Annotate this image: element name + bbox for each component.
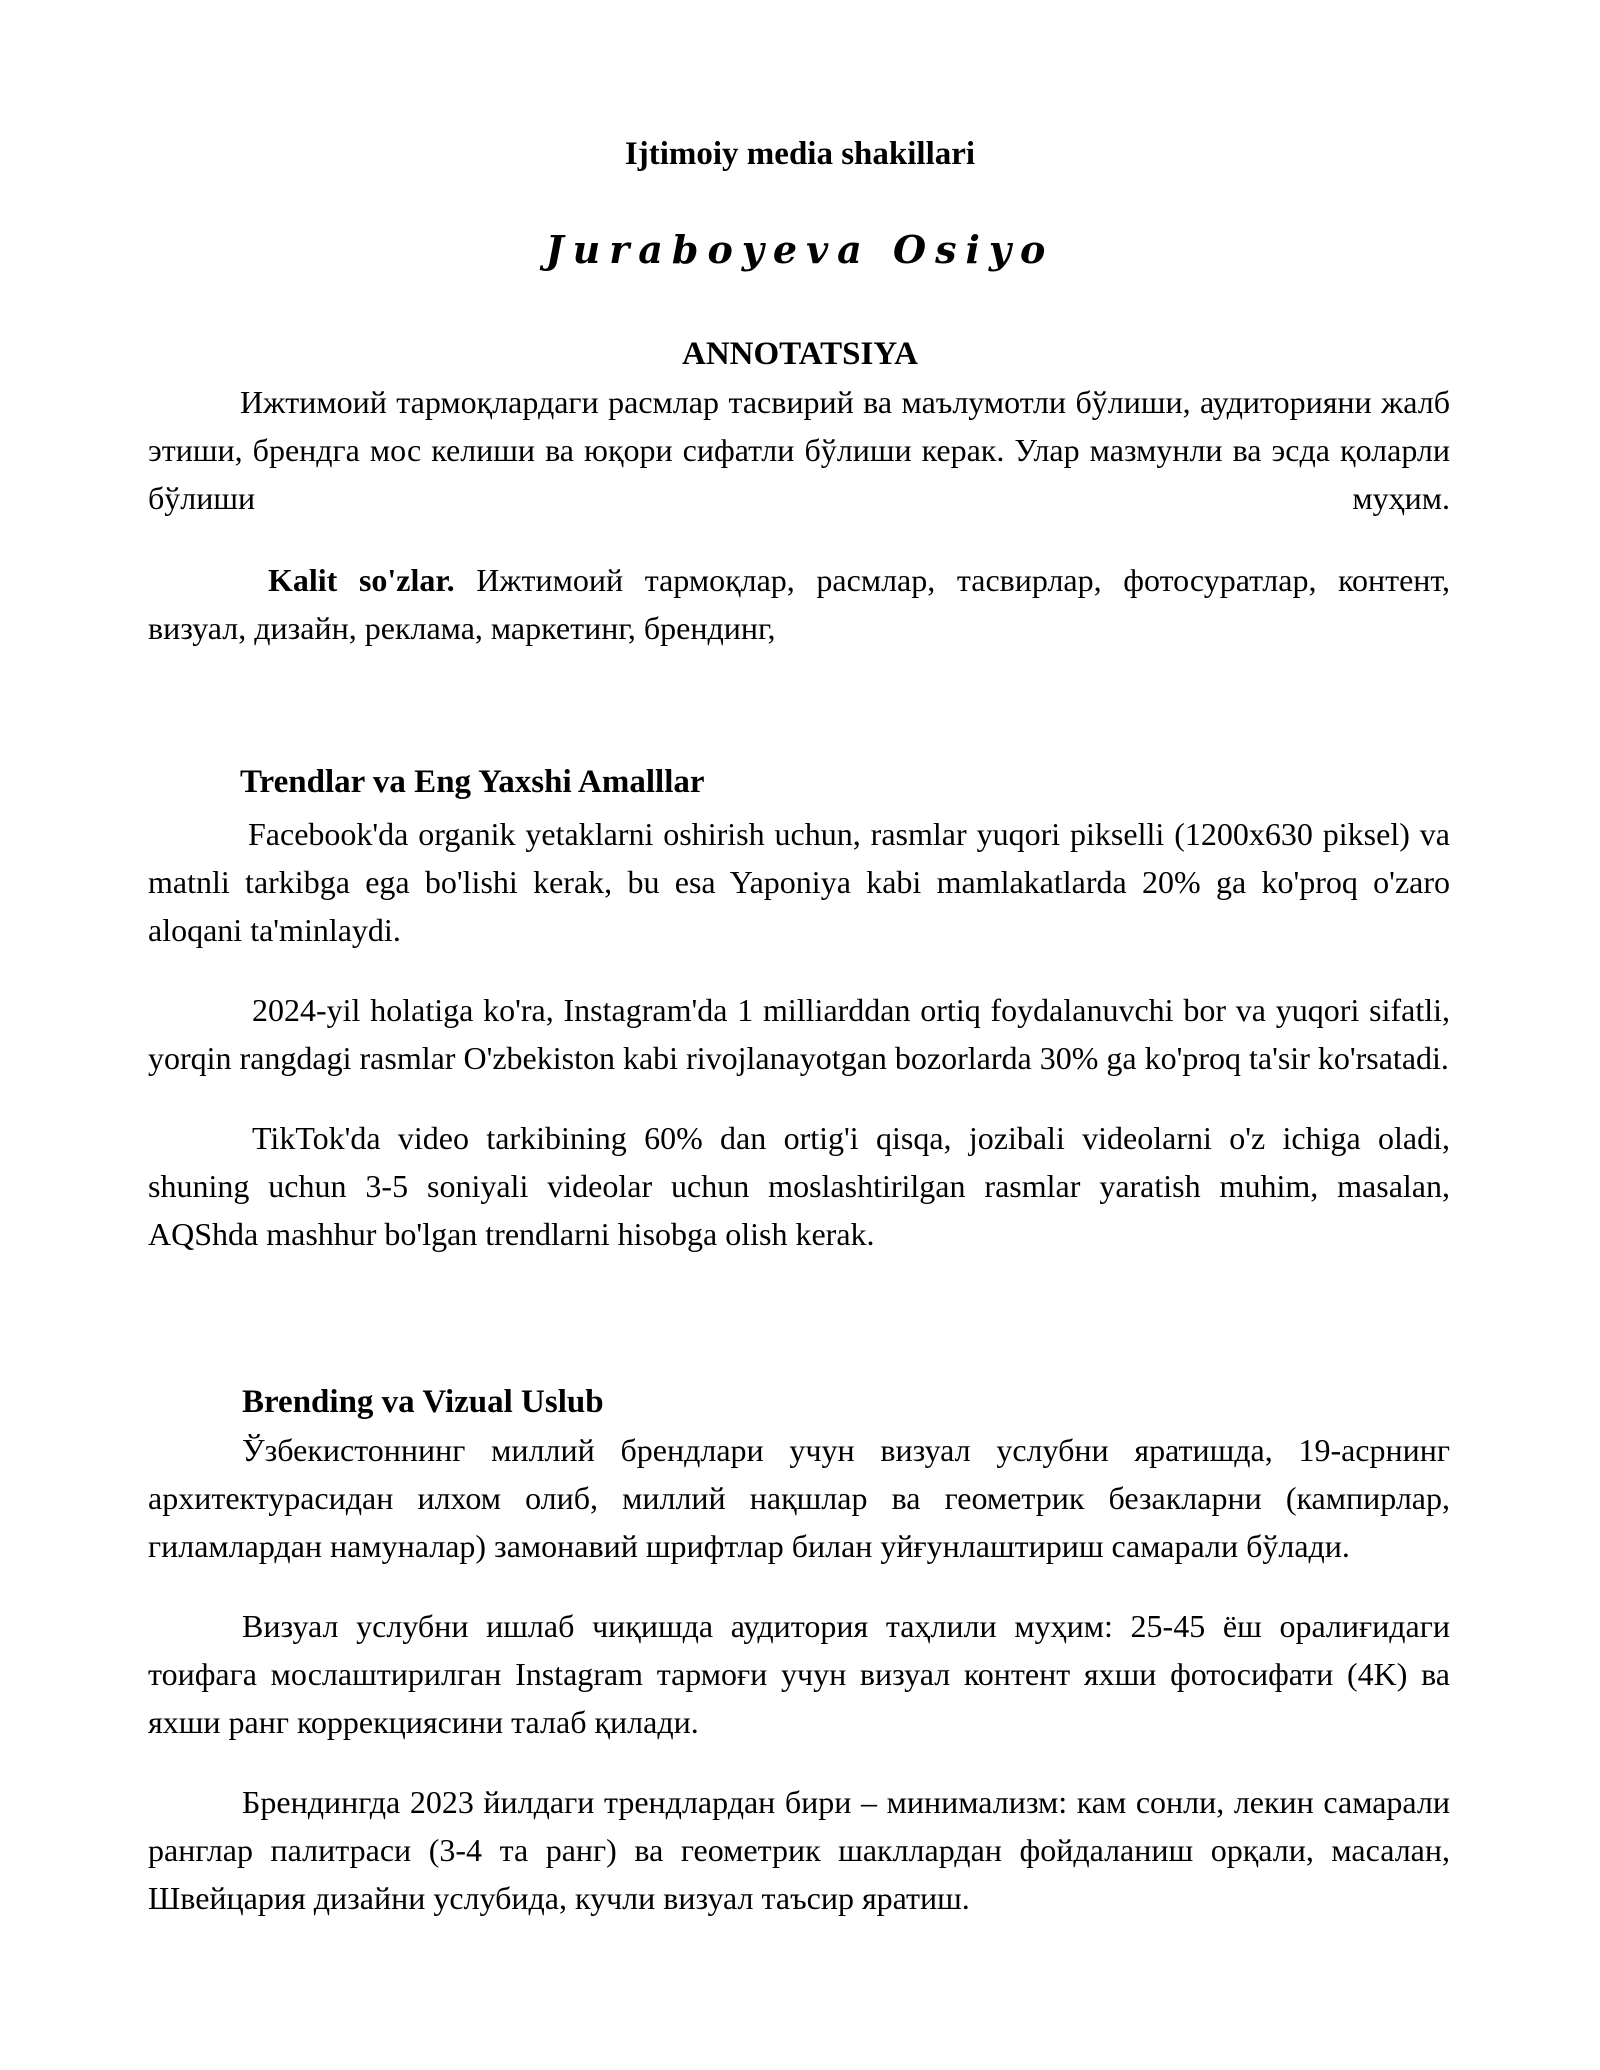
abstract-text: Ижтимоий тармоқлардаги расмлар тасвирий ва маълумотли бўлиши, аудиторияни жалб этиши, брендга мос келиши ва юқори сифатли бўлиши керак. Улар мазмунли ва эсда қоларли бўлиши муҳим. xyxy=(148,384,1450,516)
section-trends-paragraph-3: TikTok'da video tarkibining 60% dan ortig'i qisqa, jozibali videolarni o'z ichiga oladi, shuning uchun 3-5 soniyali videolar uchun moslashtirilgan rasmlar yaratish muhim, masalan, AQShda mashhur bo'lgan trendlarni hisobga olish kerak. xyxy=(148,1120,1450,1252)
keywords-text: Ижтимоий тармоқлар, расмлар, тасвирлар, фотосуратлар, контент, визуал, дизайн, реклама, маркетинг, брендинг, xyxy=(148,562,1451,646)
section-branding-paragraph-2: Визуал услубни ишлаб чиқишда аудитория таҳлили муҳим: 25-45 ёш оралиғидаги тоифага мослаштирилган Instagram тармоғи учун визуал контент яхши фотосифати (4K) ва яхши ранг коррекциясини талаб қилади. xyxy=(148,1608,1450,1740)
author-name: Juraboyeva Osiyo xyxy=(545,227,1055,272)
section-trends-paragraph-2: 2024-yil holatiga ko'ra, Instagram'da 1 milliarddan ortiq foydalanuvchi bor va yuqori sifatli, yorqin rangdagi rasmlar O'zbekiston kabi rivojlanayotgan bozorlarda 30% ga ko'proq ta'sir ko'rsatadi. xyxy=(148,992,1450,1076)
abstract-block xyxy=(148,378,1450,522)
keywords-block xyxy=(148,556,1450,652)
section-trends xyxy=(148,760,1450,1258)
section-branding-paragraph-3: Брендингда 2023 йилдаги трендлардан бири – минимализм: кам сонли, лекин самарали ранглар палитраси (3-4 та ранг) ва геометрик шакллардан фойдаланиш орқали, масалан, Швейцария дизайни услубида, кучли визуал таъсир яратиш. xyxy=(148,1784,1450,1916)
keywords-paragraph xyxy=(148,556,1450,652)
document-title: Ijtimoiy media shakillari xyxy=(624,136,976,172)
section-branding xyxy=(148,1380,1450,1922)
section-branding-heading: Brending va Vizual Uslub xyxy=(242,1384,604,1420)
section-trends-paragraph-1: Facebook'da organik yetaklarni oshirish uchun, rasmlar yuqori pikselli (1200x630 piksel) va matnli tarkibga ega bo'lishi kerak, bu esa Yaponiya kabi mamlakatlarda 20% ga ko'proq o'zaro aloqani ta'minlaydi. xyxy=(148,816,1450,948)
keywords-label: Kalit so'zlar. xyxy=(268,562,455,598)
section-trends-heading: Trendlar va Eng Yaxshi Amalllar xyxy=(240,764,705,800)
section-branding-paragraph-1: Ўзбекистоннинг миллий брендлари учун визуал услубни яратишда, 19-асрнинг архитектурасидан илхом олиб, миллий нақшлар ва геометрик безакларни (кампирлар, гиламлардан намуналар) замонавий шрифтлар билан уйғунлаштириш самарали бўлади. xyxy=(148,1432,1450,1564)
abstract-heading: ANNOTATSIYA xyxy=(682,336,918,372)
